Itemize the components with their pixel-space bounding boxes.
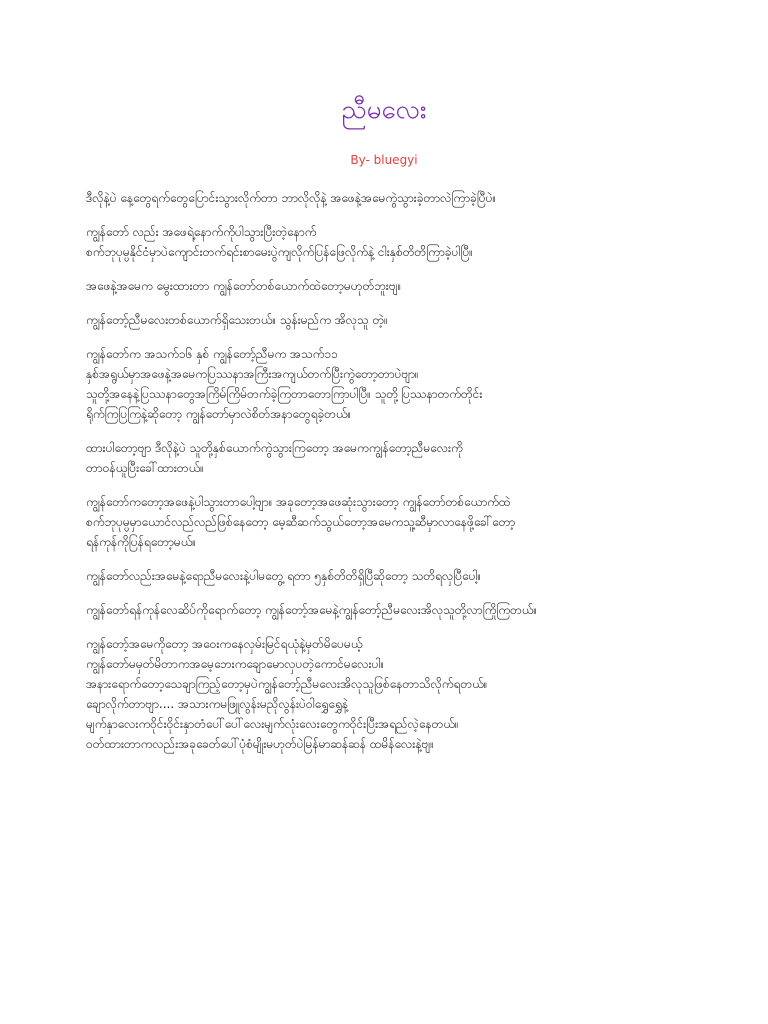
paragraph-line: ဝတ်ထားတာကလည်းအခုခေတ်ပေါ်ပုံစံမျိုးမဟုတ်ပဲမြန်မာဆန်ဆန် ထမိန်လေးနဲ့ဗျ။	[86, 737, 434, 751]
paragraph-line: ကျွန်တော်ရန်ကုန်လေဆိပ်ကိုရောက်တော့ ကျွန်တော့်အမေနဲ့ကျွန်တော့်ညီမလေးအိလုသူတို့လာကြိုကြတယ်။	[86, 603, 538, 617]
paragraph-line: ဒီလိုနဲ့ပဲ နေ့တွေရက်တွေပြောင်းသွားလိုက်တာ ဘာလိုလိုနဲ့ အဖေနဲ့အမေကွဲသွားခဲ့တာလဲကြာခဲ့ပြီပဲ။	[86, 191, 497, 205]
story-paragraph	[86, 222, 726, 262]
paragraph-line: ကျွန်တော်လည်းအမေနဲ့ရောညီမလေးနဲ့ပါမတွေ့ ရတာ ၅နှစ်တိတိရှိပြီဆိုတော့ သတိရလှပြီပေါ့။	[86, 569, 482, 583]
paragraph-line: မျက်နှာလေးကဝိုင်းဝိုင်းနှာတံပေါ်ပေါ်လေးမျက်လုံးလေးတွေကဝိုင်းပြီးအရည်လဲ့နေတယ်။	[86, 717, 459, 731]
author-byline: By- bluegyi	[350, 153, 418, 167]
paragraph-line: ကျွန်တော့်ညီမလေးတစ်ယောက်ရှိသေးတယ်။ သွန်းမည်က အိလုသူ တဲ့။	[86, 313, 388, 327]
paragraph-line: ရိုက်ကြပြကြနဲ့ဆိုတော့ ကျွန်တော်မှာလဲစိတ်အနာတွေရခဲ့တယ်။	[86, 407, 352, 421]
paragraph-line: စက်ဘုပုမ္ပနိုင်ငံမှာပဲကျောင်းတက်ရင်းစာမေးပွဲကျလိုက်ပြန်ဖြေလိုက်နဲ့ ငါးနှစ်တိတိကြာခဲ့ပါပြီ။	[86, 245, 473, 259]
paragraph-line: ကျွန်တော်က အသက်၁၆ နှစ် ကျွန်တော့်ညီမက အသက်၁၁	[86, 347, 338, 361]
paragraph-line: ကျွန်တော်မမှတ်မိတာကအမေ့ဘေးကချောမောလှပတဲ့ကောင်မလေးပါ။	[86, 657, 385, 671]
story-title: ညီမလေး	[341, 95, 427, 125]
paragraph-line: ကျွန်တော့်အမေကိုတော့ အဝေးကနေလှမ်းမြင်ရယုံနဲ့မှတ်မိပေမယ့်	[86, 637, 363, 651]
story-paragraph	[86, 566, 726, 586]
paragraph-line: စက်ဘုပုမ္ပမှာယောင်လည်လည်ဖြစ်နေတော့ မေ့ဆီဆက်သွယ်တော့အမေကသူ့ဆီမှာလာနေဖို့ခေါ်တော့	[86, 515, 516, 529]
paragraph-line: နှစ်အရွယ်မှာအဖေနဲ့အမေကပြဿနာအကြီးအကျယ်တက်ပြီးကွဲတော့တာပဲဗျာ။	[86, 367, 419, 381]
story-body	[86, 188, 726, 768]
story-paragraph	[86, 438, 726, 478]
paragraph-line: ထားပါတော့ဗျာ ဒီလိုနဲ့ပဲ သူတို့နှစ်ယောက်ကွဲသွားကြတော့ အမေကကျွန်တော့ညီမလေးကို	[86, 441, 463, 455]
paragraph-line: သူတို့အနေနဲ့ပြဿနာတွေအကြိမ်ကြိမ်တက်ခဲ့ကြတာတောကြာပါပြီ။ သူတို့ပြဿနာတက်တိုင်း	[86, 387, 483, 401]
story-paragraph	[86, 492, 726, 552]
story-paragraph	[86, 634, 726, 754]
story-paragraph	[86, 344, 726, 424]
paragraph-line: ချောလိုက်တာဗျာ.... အသားကမဖြူလွန်းမညိုလွန်းပဲဝါရွှေရွှေနဲ့	[86, 697, 349, 711]
story-paragraph	[86, 276, 726, 296]
paragraph-line: အဖေနဲ့အမေက မွေးထားတာ ကျွန်တော်တစ်ယောက်ထဲတော့မဟုတ်ဘူးဗျ။	[86, 279, 402, 293]
story-paragraph	[86, 310, 726, 330]
paragraph-line: ရန်ကုန်ကိုပြန်ရတော့မယ်။	[86, 535, 197, 549]
paragraph-line: အနားရောက်တော့သေချာကြည့်တော့မှပဲကျွန်တော့်ညီမလေးအိလုသူဖြစ်နေတာသိလိုက်ရတယ်။	[86, 677, 488, 691]
paragraph-line: ကျွန်တော်ကတော့အဖေနဲ့ပါသွားတာပေါ့ဗျာ။ အခုတော့အဖေဆုံးသွားတော့ ကျွန်တော်တစ်ယောက်ထဲ	[86, 495, 511, 509]
story-paragraph	[86, 600, 726, 620]
paragraph-line: တာဝန်ယူပြီးခေါ်ထားတယ်။	[86, 461, 204, 475]
story-paragraph	[86, 188, 726, 208]
paragraph-line: ကျွန်တော် လည်း အဖေရဲ့နောက်ကိုပါသွားပြီးတဲ့နောက်	[86, 225, 317, 239]
